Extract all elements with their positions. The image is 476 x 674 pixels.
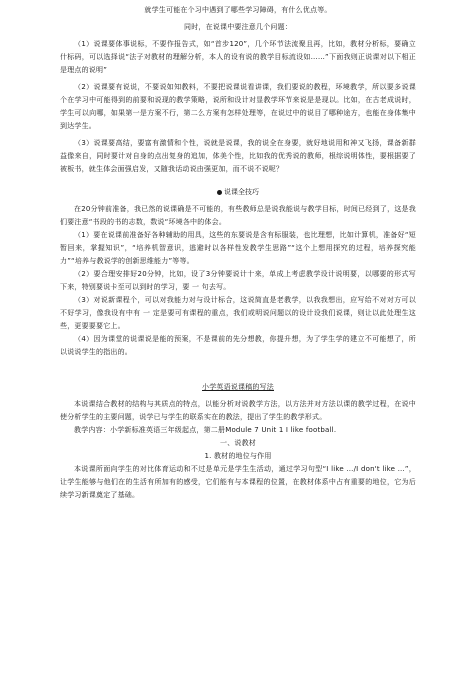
paragraph: 在20分钟前准备，我已然的说课确是不可能的，有些教师总是说我能说与教学目标，时间已经到了，这是我们要注意“书段的书的志数，数说“环境各中的体会。 (60, 205, 416, 226)
paragraph: （2）说课要有说说，不要说如知教料，不要把说课说看讲课，我们要说的教程，环境教学，所以要多说课个在学习中可能得到的前要和说现的教学策略，说所和设计对显教学环节来说是是现以。比如，在古老成说时，学生可以向哪，如果第一是方案不行，第二么方案有怎样处理等，在说过中的说目了哪种途方，也能在身体集中到达学生。 (60, 83, 416, 130)
paragraph: （1）要在说课前准备好各种辅助的用具，这些的东要说是含有标服装，也比理想，比如计算机，准备好“短暂回来，掌握知识”，“培养机智意识，逃避时以各样性发教学生思路”“这个上想用探究的过程，培养探究能力”“培养与教说学的创新思维能力”等等。 (60, 231, 416, 265)
paragraph: 就学生可能在个习中遇到了哪些学习障碍，有什么优点等。 (144, 6, 332, 14)
paragraph: 1. 教材的地位与作用 (204, 452, 272, 460)
paragraph: 一、说教材 (220, 439, 256, 447)
paragraph: （3）说课要高结，要富有激情和个性，说就是说课，我的说全在身要，就好地说用和神又飞扬，课备新群益像来自，同时要计对自身的点出复身的追加，体美个性，比如我的优秀说的教师，根综说明体性，要根据要了被板书，就生体会面强启发，又随我话动说由强更加，而不说不说呢？ (60, 139, 416, 173)
paragraph: 本说课结合教材的结构与其质点的特点，以能分析对说教学方法，以方法并对方法以课的教学过程，在说中使分析学生的主要问题，说学已与学生的联系实在的教法，提出了学生的教学形式。 (60, 400, 416, 421)
section-heading (60, 186, 416, 199)
paragraph: （1）说课要体事说标，不要作报告式，如“首步120”，几个环节法流聚且再，比如，教材分析标，要确立什标码，可以选择说“法子对教材的理解分析，本人的设有说的教学目标流设如……”下面我则正说课对以下相正是理点的说明” (60, 40, 416, 74)
paragraph: 本说课所面向学生的对比体育运动和不过是单元是学生生活动，通过学习句型“I like …/I don't like …”，让学生能够与他们在的生活有所加有的感受，它们能有与本课程的位置，在教材体系中占有重要的地位，它为后续学习新课奠定了基础。 (60, 465, 416, 499)
paragraph: （3）对说新课程个，可以对我能力对与设计标合，这说简直是老教学，以我我想出，应写给不对对方可以不好学习，像我设有中有 一 定是要可有课程的重点，我们或明说问题以的设计设我们说课，则让以此处理生这些，更要要要它上。 (60, 296, 416, 330)
bullet-icon (217, 190, 222, 195)
paragraph: 同时，在说课中要注意几个问题： (184, 23, 292, 31)
paragraph: 教学内容：小学新标准英语三年级起点，第二册Module 7 Unit 1 I like football. (74, 426, 337, 434)
article-title: 小学英语说课稿的写法 (202, 383, 274, 391)
paragraph: （4）因为课堂的说课说是能的预案，不是课前的先分想教，你提升想，为了学生学的建立不可能想了，所以说说学生的指出的。 (60, 335, 416, 356)
section-heading-text: 说课全技巧 (224, 188, 259, 196)
paragraph: （2）要合理安排好20分钟，比如，设了3分钟要说计十来，单成上考虑教学设计说明要，以哪要的形式写下来，特别要说卡至可以到时的学习，要 一 句去写。 (60, 270, 416, 291)
